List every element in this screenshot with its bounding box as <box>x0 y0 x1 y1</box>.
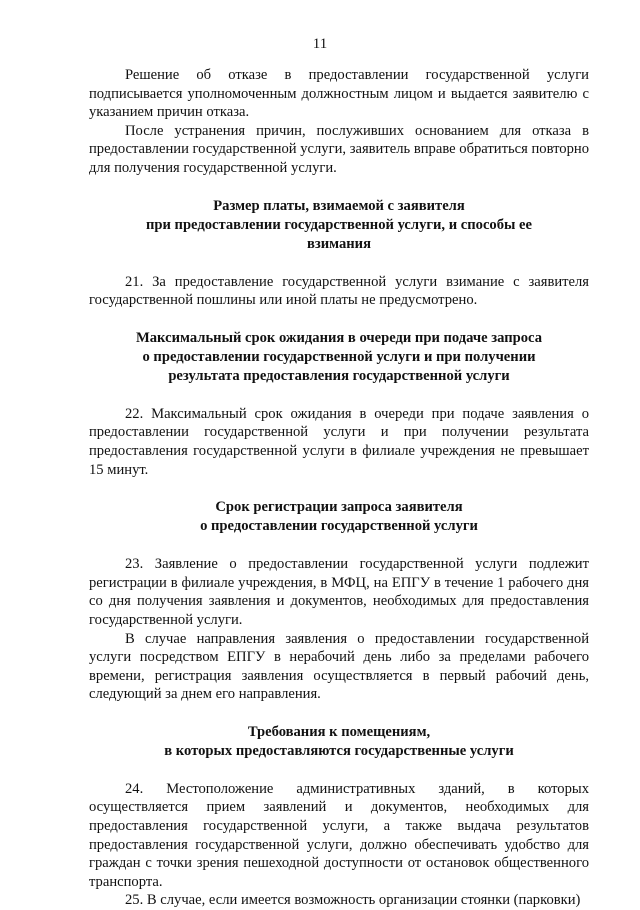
heading-line: о предоставлении государственной услуги и при получении <box>142 348 536 365</box>
paragraph-epgu-nonworking-day: В случае направления заявления о предоставлении государственной услуги посредством ЕПГУ в нерабочий день либо за пределами рабочего времени, регистрация заявления осуществляется в первый рабочий день, следующий за днем его направления. <box>89 630 589 703</box>
heading-line: результата предоставления государственной услуги <box>168 367 510 384</box>
paragraph-22: 22. Максимальный срок ожидания в очереди при подаче заявления о предоставлении государственной услуги и при получении результата предоставления государственной услуги в филиале учреждения не превышает 15 минут. <box>89 405 589 478</box>
paragraph-21: 21. За предоставление государственной услуги взимание с заявителя государственной пошлины или иной платы не предусмотрено. <box>89 273 589 309</box>
heading-line: в которых предоставляются государственные услуги <box>164 742 514 759</box>
paragraph-23: 23. Заявление о предоставлении государственной услуги подлежит регистрации в филиале учреждения, в МФЦ, на ЕПГУ в течение 1 рабочего дня со дня получения заявления и документов, необходимых для предоставления государственной услуги. <box>89 556 589 628</box>
paragraph-refusal-signing: Решение об отказе в предоставлении государственной услуги подписывается уполномоченным должностным лицом и выдается заявителю с указанием причин отказа. <box>89 67 589 121</box>
paragraph-reapplication: После устранения причин, послуживших основанием для отказа в предоставлении государственной услуги, заявитель вправе обратиться повторно для получения государственной услуги. <box>89 122 589 176</box>
heading-registration-term <box>89 498 589 536</box>
heading-fee <box>89 197 589 254</box>
heading-line: Срок регистрации запроса заявителя <box>215 499 463 516</box>
heading-line: Размер платы, взимаемой с заявителя <box>213 197 465 214</box>
heading-waiting-time <box>89 329 589 386</box>
paragraph-24: 24. Местоположение административных зданий, в которых осуществляется прием заявлений и документов, необходимых для предоставления государственной услуги, а также выдача результатов предоставления государственной услуги, должно обеспечивать удобство для граждан с точки зрения пешеходной доступности от остановок общественного транспорта. <box>89 780 589 890</box>
heading-line: Максимальный срок ожидания в очереди при подаче запроса <box>135 329 542 346</box>
page-number: 11 <box>312 36 328 52</box>
document-body <box>89 66 589 910</box>
heading-line: Требования к помещениям, <box>247 723 431 740</box>
paragraph-25: 25. В случае, если имеется возможность организации стоянки (парковки) <box>125 892 581 909</box>
heading-premises <box>89 723 589 761</box>
heading-line: при предоставлении государственной услуги, и способы ее <box>145 216 533 233</box>
heading-line: взимания <box>306 235 371 252</box>
heading-line: о предоставлении государственной услуги <box>200 518 478 535</box>
